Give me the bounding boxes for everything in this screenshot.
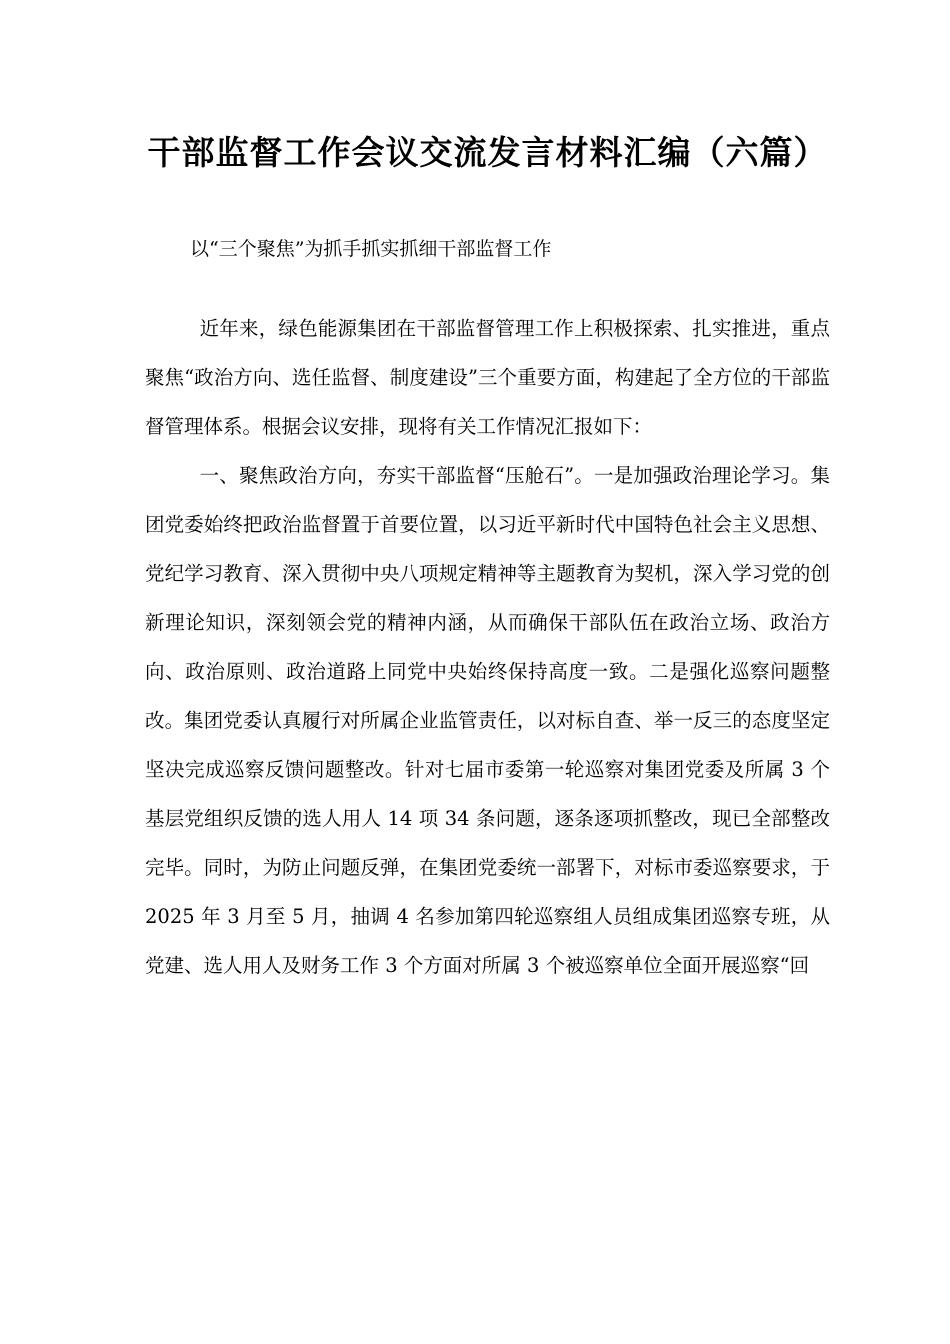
document-body bbox=[145, 264, 830, 990]
body-paragraph: 近年来，绿色能源集团在干部监督管理工作上积极探索、扎实推进，重点聚焦“政治方向、选任监督、制度建设”三个重要方面，构建起了全方位的干部监督管理体系。根据会议安排，现将有关工作情况汇报如下： bbox=[145, 317, 830, 438]
document-subtitle: 以“三个聚焦”为抓手抓实抓细干部监督工作 bbox=[190, 238, 552, 260]
body-paragraph: 一、聚焦政治方向，夯实干部监督“压舱石”。一是加强政治理论学习。集团党委始终把政治监督置于首要位置，以习近平新时代中国特色社会主义思想、党纪学习教育、深入贯彻中央八项规定精神等主题教育为契机，深入学习党的创新理论知识，深刻领会党的精神内涵，从而确保干部队伍在政治立场、政治方向、政治原则、政治道路上同党中央始终保持高度一致。二是强化巡察问题整改。集团党委认真履行对所属企业监管责任，以对标自查、举一反三的态度坚定坚决完成巡察反馈问题整改。针对七届市委第一轮巡察对集团党委及所属 3 个基层党组织反馈的选人用人 14 项 34 条问题，逐条逐项抓整改，现已全部整改完毕。同时，为防止问题反弹，在集团党委统一部署下，对标市委巡察要求，于 2025 年 3 月至 5 月，抽调 4 名参加第四轮巡察组人员组成集团巡察专班，从党建、选人用人及财务工作 3 个方面对所属 3 个被巡察单位全面开展巡察“回 bbox=[145, 464, 830, 977]
document-title: 干部监督工作会议交流发言材料汇编（六篇） bbox=[147, 133, 828, 172]
